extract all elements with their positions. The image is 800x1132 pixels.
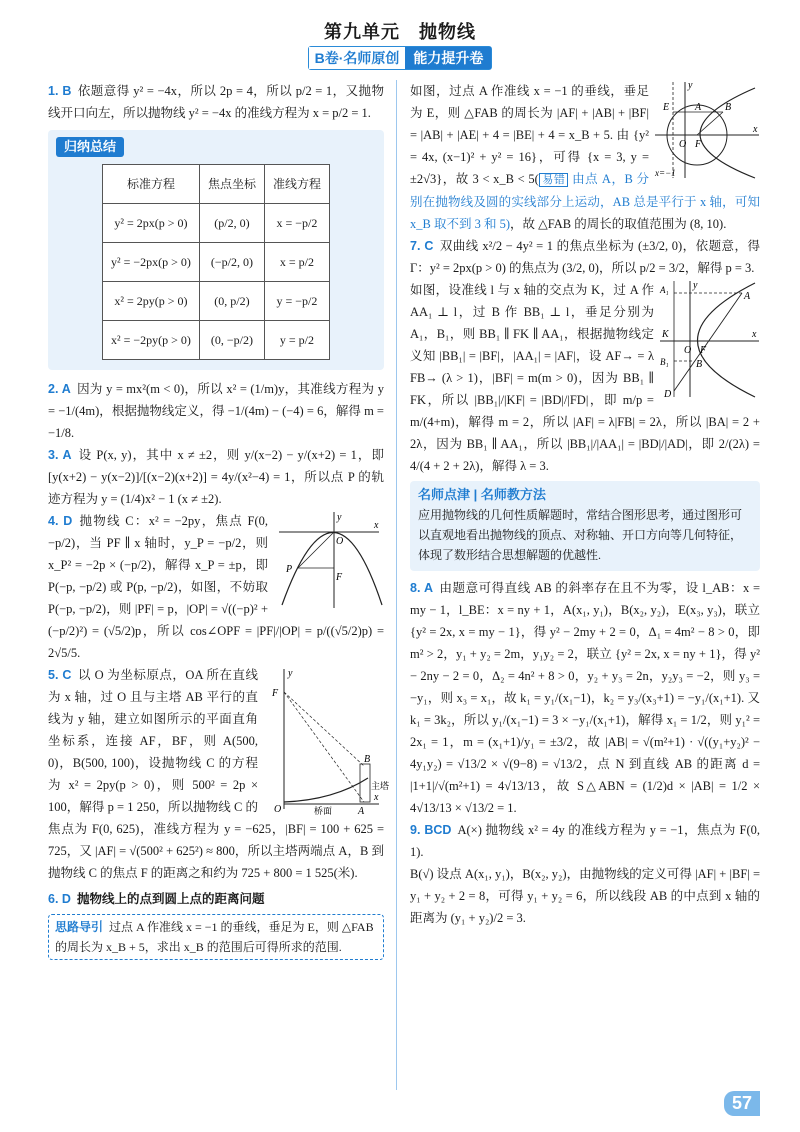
answer-2-num: 2. A: [48, 382, 71, 396]
answer-9-text: A(×) 抛物线 x² = 4y 的准线方程为 y = −1，焦点为 F(0, 1).: [410, 823, 760, 859]
pitfall-tag: 易错: [539, 173, 569, 187]
q6-label-o: O: [679, 139, 687, 150]
answer-2: [48, 378, 384, 444]
table-cell: (p/2, 0): [199, 204, 264, 243]
table-cell: y² = −2px(p > 0): [103, 243, 200, 282]
table-cell: (0, p/2): [199, 282, 264, 321]
q7-label-b1: B₁: [660, 357, 669, 367]
summary-heading: 归纳总结: [56, 137, 124, 157]
column-divider: [396, 80, 397, 1090]
answer-7-cont-text: 如图，设准线 l 与 x 轴的交点为 K，过 A 作 AA₁ ⊥ l，过 B 作 BB₁ ⊥ l，垂足分别为 A₁，B₁，则 BB₁ ∥ FK ∥ AA₁，根据抛物线定义知 |BB₁| = |BF|，|AA₁| = |AF|，设 AF→ = λ FB→ (λ > 1)，|BF| = m(m > 0)，因为 BB₁ ∥ FK，所以 |BB₁|/|KF| = |BD|/|FD|，即 m/p = m/(4+m)，解得 m = 2，所以 |AF| = λ|FB| = 2λ，所以 |BA| = 2 + 2λ，因为 BB₁ ∥ AA₁，所以 |BB₁|/|AA₁| = |BD|/|AD|，即 2/(2λ) = 4/(4 + 2 + 2λ)，解得 λ = 3.: [410, 283, 760, 473]
answer-2-text: 因为 y = mx²(m < 0)，所以 x² = (1/m)y，其准线方程为 y = −1/(4m)，根据抛物线定义，得 −1/(4m) − (−4) = 6，解得 m = −1/8.: [48, 382, 385, 440]
left-column: [48, 80, 390, 960]
answer-1: [48, 80, 384, 124]
answer-9-num: 9. BCD: [410, 823, 452, 837]
q5-figure: [264, 664, 390, 817]
parabola-table: [102, 164, 330, 360]
q6-label-b: B: [725, 102, 732, 113]
q6-label-directrix: x=−1: [655, 168, 676, 178]
q5-label-tower: 主塔: [371, 781, 390, 791]
table-cell: y = p/2: [264, 321, 329, 360]
q6-label-y: y: [688, 80, 693, 91]
q5-label-y: y: [288, 668, 293, 679]
table-header: 标准方程: [103, 165, 200, 204]
table-cell: y = −p/2: [264, 282, 329, 321]
answer-3-num: 3. A: [48, 448, 72, 462]
teacher-tip-text: 应用抛物线的几何性质解题时，常结合图形思考，通过图形可以直观地看出抛物线的顶点、对称轴、开口方向等几何特征，体现了数形结合思想解题的优越性.: [418, 508, 743, 562]
guide-text: 过点 A 作准线 x = −1 的垂线，垂足为 E，则 △FAB 的周长为 x_B + 5，求出 x_B 的范围后可得所求的范围.: [55, 920, 374, 954]
badge-left-label: B卷·名师原创: [309, 47, 406, 69]
answer-7-text: 双曲线 x²/2 − 4y² = 1 的焦点坐标为 (±3/2, 0)，依题意，得 Γ：y² = 2px(p > 0) 的焦点为 (3/2, 0)，所以 p/2 = 3/2，解得 p = 3.: [410, 239, 760, 275]
q4-label-x: x: [374, 520, 379, 531]
table-cell: x = p/2: [264, 243, 329, 282]
table-cell: x² = −2py(p > 0): [103, 321, 200, 360]
table-header: 准线方程: [264, 165, 329, 204]
q5-label-a: A: [358, 806, 365, 817]
q5-label-deck: 桥面: [314, 806, 333, 816]
q7-figure: [660, 279, 760, 399]
q4-label-y: y: [337, 512, 342, 523]
q6-label-e: E: [663, 102, 670, 113]
answer-5-text: 以 O 为坐标原点，OA 所在直线为 x 轴，过 O 且与主塔 AB 平行的直线为 y 轴，建立如图所示的平面直角坐标系，连接 AF，BF，则 A(500, 0)，B(500, 100)，设抛物线 C 的方程为 x² = 2py(p > 0)，则 500² = 2p × 100，解得 p = 1 250，所以抛物线 C 的焦点为 F(0, 625)，准线方程为 y = −625，|BF| = 100 + 625 = 725，又 |AF| = √(500² + 625²) ≈ 800，所以主塔两端点 A，B 到抛物线 C 的焦点 F 的距离之和约为 725 + 800 = 1 525(米).: [48, 668, 384, 880]
teacher-tip-box: [410, 481, 760, 571]
answer-5: [48, 664, 390, 884]
guide-box: [48, 914, 384, 960]
answer-1-num: 1. B: [48, 84, 72, 98]
table-cell: y² = 2px(p > 0): [103, 204, 200, 243]
guide-heading: 思路导引: [55, 920, 104, 934]
table-cell: x = −p/2: [264, 204, 329, 243]
q5-label-f: F: [272, 688, 279, 699]
answer-4-text: 抛物线 C：x² = −2py，焦点 F(0, −p/2)，当 PF ∥ x 轴时，y_P = −p/2，则 x_P² = −2p × (−p/2)，解得 x_P = ±p，即 P(−p, −p/2) 或 P(p, −p/2)，如图，不妨取 P(−p, −p/2)，则 |PF| = p，|OP| = √((−p)² + (−p/2)²) = (√5/2)p，所以 cos∠OPF = |PF|/|OP| = p/((√5/2)p) = 2√5/5.: [48, 514, 384, 660]
answer-9-cont: B(√) 设点 A(x₁, y₁)，B(x₂, y₂)，由抛物线的定义可得 |AF| + |BF| = y₁ + y₂ + 2 = 8，可得 y₁ + y₂ = 6，所以线段 AB 的中点到 x 轴的距离为 (y₁ + y₂)/2 = 3.: [410, 867, 760, 925]
answer-7-num: 7. C: [410, 239, 434, 253]
q7-label-f: F: [700, 345, 707, 356]
table-row: [103, 243, 330, 282]
answer-6-num: 6. D: [48, 892, 71, 906]
table-header-row: [103, 165, 330, 204]
q5-label-o: O: [274, 804, 282, 815]
q5-label-x: x: [374, 792, 379, 803]
answer-8-text: 由题意可得直线 AB 的斜率存在且不为零，设 l_AB：x = my − 1，l_BE：x = ny + 1，A(x₁, y₁)，B(x₂, y₂)，E(x₃, y₃)，联立 {y² = 2x, x = my − 1}，得 y² − 2my + 2 = 0，Δ₁ = 4m² − 8 > 0，即 m² > 2，y₁ + y₂ = 2m，y₁y₂ = 2，联立 {y² = 2x, x = ny + 1}，得 y² − 2ny − 2 = 0，Δ₂ = 4n² + 8 > 0，y₂ + y₃ = 2n，y₂y₃ = −2，则 y₃ = −y₁，则 x₃ = x₁，故 k₁ = y₁/(x₁−1)，k₂ = y₃/(x₃+1) = −y₁/(x₁+1). 又 k₁ = 3k₂，所以 y₁/(x₁−1) = 3 × −y₁/(x₁+1)，解得 x₁ = 1/2，则 y₁² = 2x₁ = 1，m = (x₁+1)/y₁ = ±3/2，故 |AB| = √(m²+1) · √((y₁+y₂)² − 4y₁y₂) = √13/2 × √(9−8) = √13/2，点 N 到直线 AB 的距离 d = |1+1|/√(m²+1) = 4√13/13，故 S△ABN = (1/2)d × |AB| = 1/2 × 4√13/13 × √13/2 = 1.: [410, 581, 760, 815]
q6-label-x: x: [753, 124, 758, 135]
q7-label-y: y: [693, 280, 698, 291]
q4-figure: [274, 510, 384, 610]
table-row: [103, 204, 330, 243]
table-header: 焦点坐标: [199, 165, 264, 204]
table-cell: x² = 2py(p > 0): [103, 282, 200, 321]
q7-label-k: K: [662, 329, 669, 340]
answer-6-cont-text: 如图，过点 A 作准线 x = −1 的垂线，垂足为 E，则 △FAB 的周长为 |AF| + |AB| + |BF| = |AB| + |AE| + 4 = |BE| + 4 = x_B + 5.: [410, 84, 649, 142]
q6-label-a: A: [695, 102, 702, 113]
answer-4: [48, 510, 384, 664]
q7-label-a1: A₁: [660, 285, 669, 295]
answer-6-cont: [410, 80, 760, 235]
table-cell: (0, −p/2): [199, 321, 264, 360]
q7-label-b: B: [696, 359, 703, 370]
answer-9: [410, 819, 760, 863]
answer-6-solve: 由 {y² = 4x, (x−1)² + y² = 16}，可得 {x = 3, y = ±2√3}，故 3 < x_B < 5(: [410, 128, 650, 186]
q7-label-a: A: [744, 291, 751, 302]
answer-3: [48, 444, 384, 510]
q5-label-b: B: [364, 754, 371, 765]
table-row: [103, 282, 330, 321]
page-number: 57: [724, 1091, 760, 1116]
answer-5-num: 5. C: [48, 668, 72, 682]
q4-label-f: F: [336, 572, 343, 583]
table-row: [103, 321, 330, 360]
q6-label-f: F: [695, 139, 702, 150]
summary-box: [48, 130, 384, 370]
volume-badge: [0, 46, 800, 70]
answer-4-num: 4. D: [48, 514, 73, 528]
q6-figure: [655, 80, 760, 180]
q4-label-o: O: [336, 536, 344, 547]
q7-label-o: O: [684, 345, 692, 356]
answer-8-num: 8. A: [410, 581, 433, 595]
q7-label-x: x: [752, 329, 757, 340]
badge-right-label: 能力提升卷: [405, 47, 491, 69]
answer-6-topic: 抛物线上的点到圆上点的距离问题: [76, 892, 265, 906]
right-column: [410, 80, 760, 929]
answer-8: [410, 577, 760, 819]
q4-label-p: P: [286, 564, 293, 575]
q7-label-d: D: [664, 389, 672, 400]
answer-3-text: 设 P(x, y)，其中 x ≠ ±2，则 y/(x−2) − y/(x+2) = 1，即 [y(x+2) − y(x−2)]/[(x−2)(x+2)] = 4y/(x²−4) = 1，所以点 P 的轨迹方程为 y = (1/4)x² − 1 (x ≠ ±2).: [48, 448, 385, 506]
answer-6-end: ，故 △FAB 的周长的取值范围为 (8, 10).: [510, 217, 727, 231]
answer-7-cont: [410, 279, 760, 477]
pitfall-note: 由点 A，B 分别在抛物线及圆的实线部分上运动，AB 总是平行于 x 轴，可知 x_B 取不到 3 和 5): [410, 172, 760, 231]
table-cell: (−p/2, 0): [199, 243, 264, 282]
answer-1-text: 依题意得 y² = −4x，所以 2p = 4，所以 p/2 = 1，又抛物线开口向左，所以抛物线 y² = −4x 的准线方程为 x = p/2 = 1.: [48, 84, 384, 120]
teacher-tip-heading: 名师点津 | 名师教方法: [418, 487, 546, 502]
answer-7: [410, 235, 760, 279]
page-title: 第九单元 抛物线: [324, 22, 476, 42]
answer-6-head: [48, 888, 384, 910]
